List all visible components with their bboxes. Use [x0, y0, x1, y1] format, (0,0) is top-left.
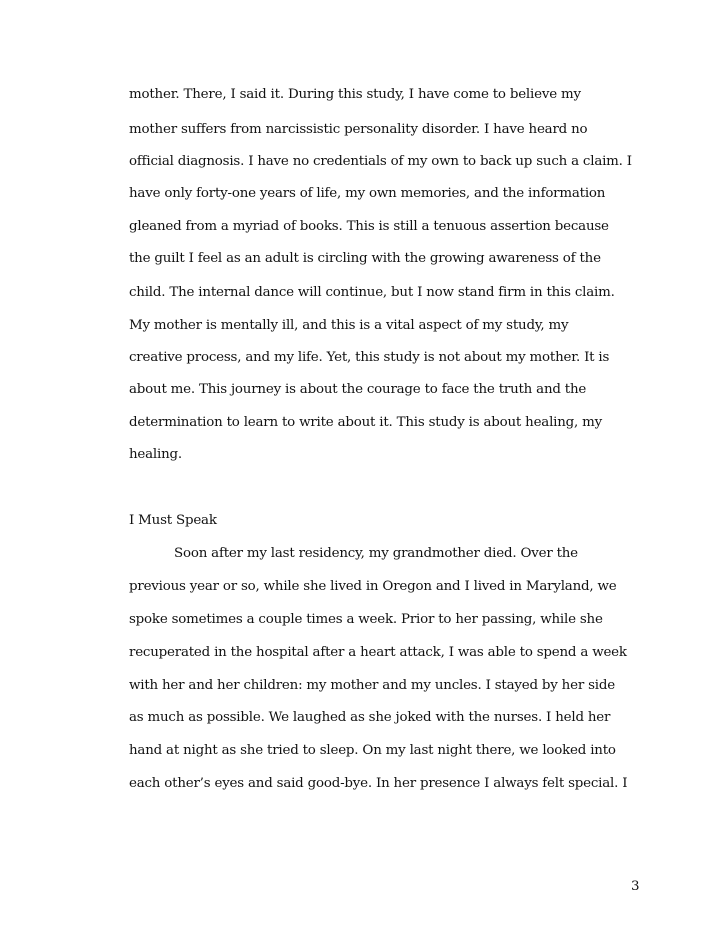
- text-line: recuperated in the hospital after a heart attack, I was able to spend a week: [129, 645, 627, 660]
- text-line: healing.: [129, 447, 182, 462]
- text-line: official diagnosis. I have no credentials of my own to back up such a claim. I: [129, 154, 632, 169]
- text-line: each other’s eyes and said good-bye. In her presence I always felt special. I: [129, 776, 628, 791]
- text-line: previous year or so, while she lived in Oregon and I lived in Maryland, we: [129, 579, 617, 594]
- text-line: child. The internal dance will continue, but I now stand firm in this claim.: [129, 285, 615, 300]
- text-line: My mother is mentally ill, and this is a vital aspect of my study, my: [129, 318, 569, 333]
- page-number: 3: [631, 879, 640, 894]
- section-heading: I Must Speak: [129, 513, 217, 528]
- text-line: mother. There, I said it. During this study, I have come to believe my: [129, 87, 581, 102]
- text-line: as much as possible. We laughed as she joked with the nurses. I held her: [129, 710, 611, 725]
- text-line: with her and her children: my mother and my uncles. I stayed by her side: [129, 678, 615, 693]
- text-line: Soon after my last residency, my grandmother died. Over the: [174, 546, 578, 561]
- text-line: hand at night as she tried to sleep. On my last night there, we looked into: [129, 743, 616, 758]
- text-line: gleaned from a myriad of books. This is still a tenuous assertion because: [129, 219, 609, 234]
- text-line: creative process, and my life. Yet, this study is not about my mother. It is: [129, 350, 610, 365]
- text-line: about me. This journey is about the courage to face the truth and the: [129, 382, 587, 397]
- text-line: have only forty-one years of life, my own memories, and the information: [129, 186, 606, 201]
- text-line: the guilt I feel as an adult is circling with the growing awareness of the: [129, 251, 601, 266]
- text-line: spoke sometimes a couple times a week. Prior to her passing, while she: [129, 612, 603, 627]
- text-line: mother suffers from narcissistic personality disorder. I have heard no: [129, 122, 588, 137]
- text-line: determination to learn to write about it. This study is about healing, my: [129, 415, 603, 430]
